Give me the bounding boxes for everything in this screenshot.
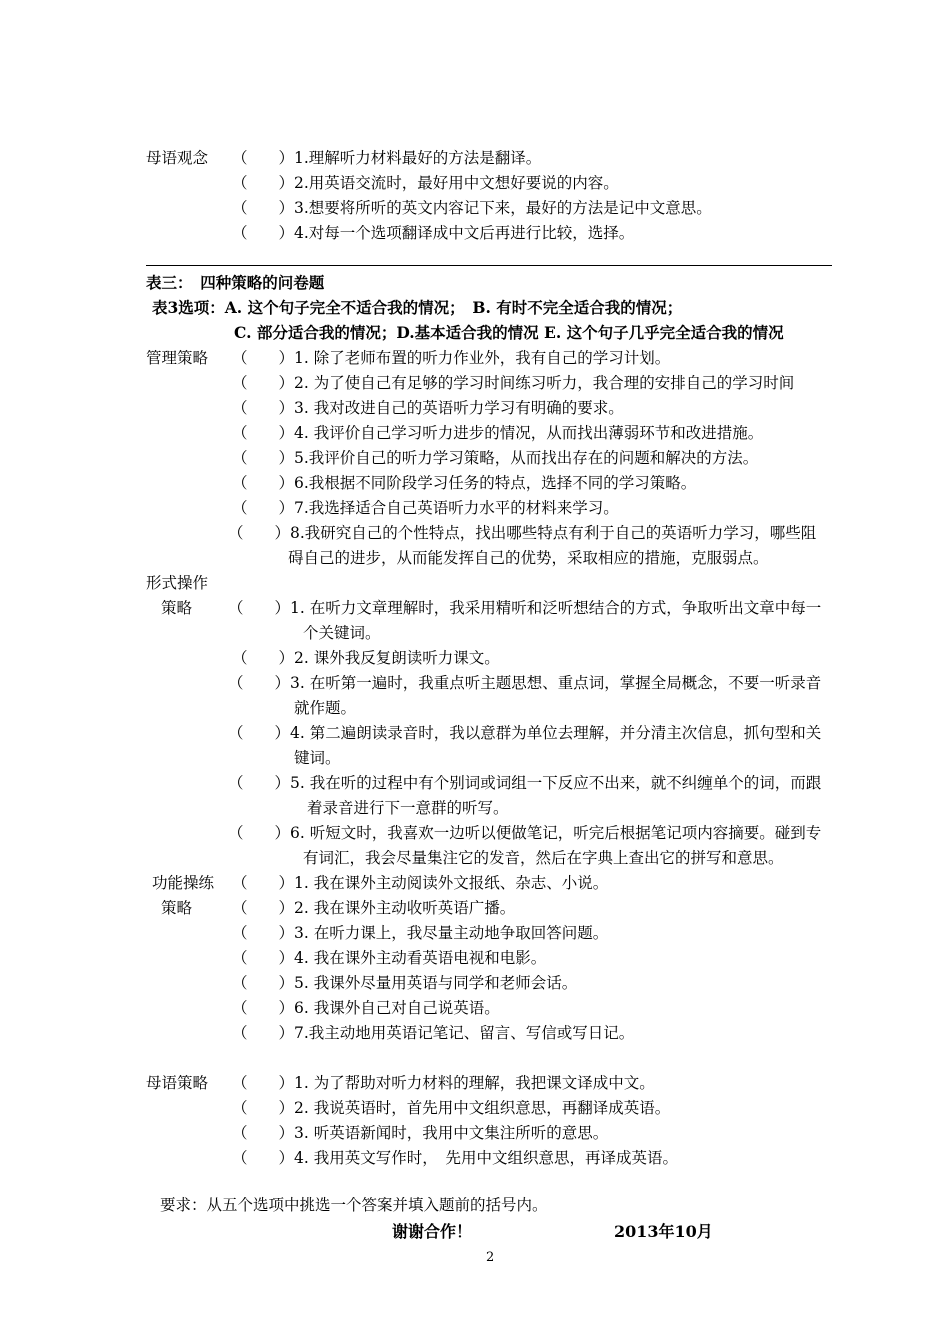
list-item: （ ）3. 在听第一遍时，我重点听主题思想、重点词，掌握全局概念，不要一听录音 [228, 674, 822, 692]
list-item-continuation: 个关键词。 [303, 624, 381, 642]
section-label-functional-practice: 功能操练 [152, 874, 215, 892]
list-item: （ ）8.我研究自己的个性特点，找出哪些特点有利于自己的英语听力学习，哪些阻 [228, 524, 817, 542]
table-title: 表三： 四种策略的问卷题 [146, 273, 325, 292]
divider [146, 265, 832, 266]
list-item: （ ）1. 我在课外主动阅读外文报纸、杂志、小说。 [232, 874, 609, 892]
list-item: （ ）4.对每一个选项翻译成中文后再进行比较，选择。 [232, 224, 635, 242]
list-item: （ ）4. 第二遍朗读录音时，我以意群为单位去理解，并分清主次信息，抓句型和关 [228, 724, 822, 742]
thanks-text: 谢谢合作！ [392, 1222, 473, 1241]
requirement-note: 要求：从五个选项中挑选一个答案并填入题前的括号内。 [160, 1196, 548, 1214]
list-item: （ ）3.想要将所听的英文内容记下来，最好的方法是记中文意思。 [232, 199, 712, 217]
list-item: （ ）5.我评价自己的听力学习策略，从而找出存在的问题和解决的方法。 [232, 449, 759, 467]
section-label-mother-tongue-strategy: 母语策略 [146, 1074, 209, 1092]
section-label-formal-operation-2: 策略 [161, 599, 193, 617]
list-item: （ ）4. 我用英文写作时， 先用中文组织意思，再译成英语。 [232, 1149, 678, 1167]
list-item: （ ）4. 我在课外主动看英语电视和电影。 [232, 949, 547, 967]
section-label-formal-operation: 形式操作 [146, 574, 209, 592]
list-item: （ ）4. 我评价自己学习听力进步的情况，从而找出薄弱环节和改进措施。 [232, 424, 764, 442]
section-label-mother-tongue-concept: 母语观念 [146, 149, 209, 167]
list-item: （ ）5. 我在听的过程中有个别词或词组一下反应不出来，就不纠缠单个的词，而跟 [228, 774, 822, 792]
section-label-functional-practice-2: 策略 [161, 899, 193, 917]
list-item: （ ）6. 听短文时，我喜欢一边听以便做笔记，听完后根据笔记项内容摘要。碰到专 [228, 824, 822, 842]
list-item: （ ）6.我根据不同阶段学习任务的特点，选择不同的学习策略。 [232, 474, 697, 492]
list-item: （ ）6. 我课外自己对自己说英语。 [232, 999, 500, 1017]
list-item-continuation: 着录音进行下一意群的听写。 [307, 799, 509, 817]
list-item-continuation: 有词汇，我会尽量集注它的发音，然后在字典上查出它的拼写和意思。 [303, 849, 784, 867]
list-item: （ ）3. 听英语新闻时，我用中文集注所听的意思。 [232, 1124, 609, 1142]
table-options-line-1: 表3选项：A. 这个句子完全不适合我的情况； B. 有时不完全适合我的情况； [152, 298, 683, 317]
list-item: （ ）1. 在听力文章理解时，我采用精听和泛听想结合的方式，争取听出文章中每一 [228, 599, 822, 617]
list-item: （ ）2. 为了使自己有足够的学习时间练习听力，我合理的安排自己的学习时间 [232, 374, 795, 392]
list-item: （ ）7.我主动地用英语记笔记、留言、写信或写日记。 [232, 1024, 635, 1042]
list-item: （ ）7.我选择适合自己英语听力水平的材料来学习。 [232, 499, 619, 517]
list-item: （ ）1. 除了老师布置的听力作业外，我有自己的学习计划。 [232, 349, 671, 367]
list-item: （ ）3. 我对改进自己的英语听力学习有明确的要求。 [232, 399, 624, 417]
date-text: 2013年10月 [614, 1222, 713, 1241]
table-options-line-2: C. 部分适合我的情况；D.基本适合我的情况 E. 这个句子几乎完全适合我的情况 [234, 323, 784, 342]
list-item-continuation: 就作题。 [294, 699, 357, 717]
list-item: （ ）3. 在听力课上，我尽量主动地争取回答问题。 [232, 924, 609, 942]
list-item: （ ）2. 课外我反复朗读听力课文。 [232, 649, 500, 667]
list-item: （ ）2.用英语交流时，最好用中文想好要说的内容。 [232, 174, 619, 192]
list-item: （ ）1.理解听力材料最好的方法是翻译。 [232, 149, 542, 167]
list-item: （ ）1. 为了帮助对听力材料的理解，我把课文译成中文。 [232, 1074, 655, 1092]
page-number: 2 [486, 1250, 495, 1265]
list-item: （ ）2. 我在课外主动收听英语广播。 [232, 899, 516, 917]
list-item: （ ）2. 我说英语时，首先用中文组织意思，再翻译成英语。 [232, 1099, 671, 1117]
section-label-management: 管理策略 [146, 349, 209, 367]
list-item-continuation: 键词。 [294, 749, 341, 767]
list-item-continuation: 碍自己的进步，从而能发挥自己的优势，采取相应的措施，克服弱点。 [288, 549, 769, 567]
list-item: （ ）5. 我课外尽量用英语与同学和老师会话。 [232, 974, 578, 992]
